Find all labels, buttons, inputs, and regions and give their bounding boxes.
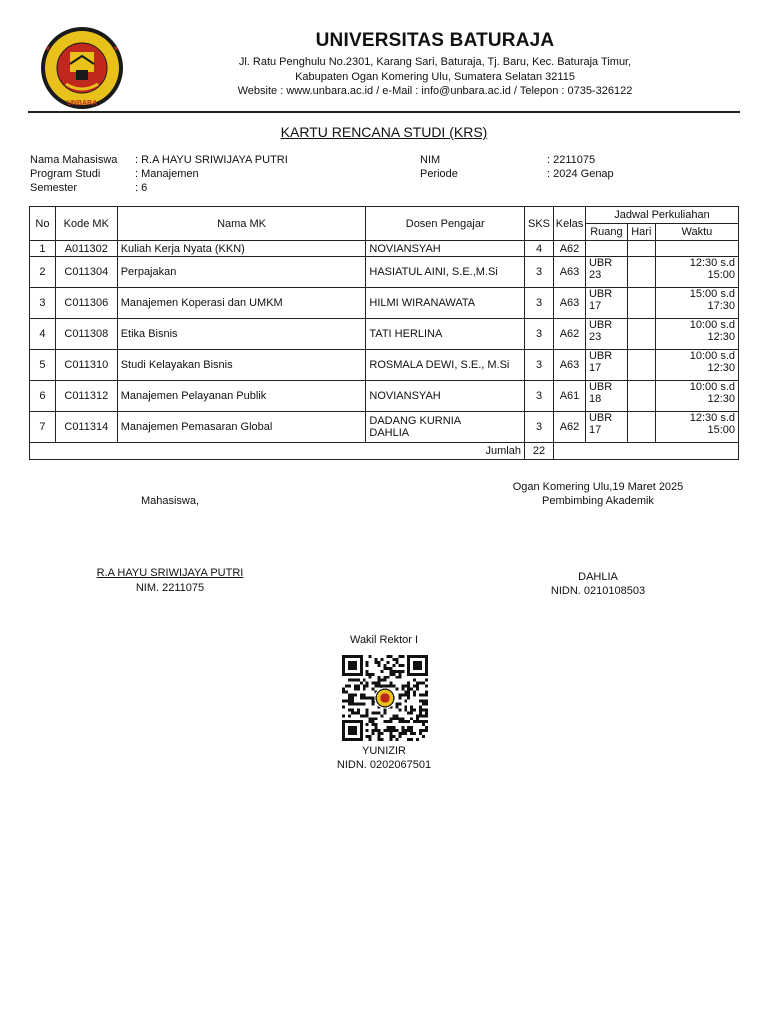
cell-ruang (585, 241, 627, 257)
room-line: UBR (588, 381, 613, 393)
header-hari: Hari (627, 224, 655, 241)
lecturer-line: NOVIANSYAH (369, 390, 441, 402)
cell-dosen (366, 257, 525, 288)
cell-kelas: A63 (554, 350, 586, 381)
table-row (30, 288, 739, 319)
cell-kode: C011314 (55, 412, 117, 443)
nim-label: NIM (420, 154, 441, 166)
cell-ruang (585, 257, 627, 288)
cell-no: 7 (30, 412, 56, 443)
room-line: 23 (588, 269, 602, 281)
time-line: 12:30 (707, 362, 735, 374)
cell-nama: Perpajakan (117, 257, 366, 288)
cell-dosen (366, 381, 525, 412)
cell-ruang (585, 350, 627, 381)
cell-hari (627, 257, 655, 288)
lecturer-line: ROSMALA DEWI, S.E., M.Si (369, 359, 510, 371)
cell-hari (627, 412, 655, 443)
cell-waktu (655, 381, 738, 412)
cell-waktu (655, 350, 738, 381)
cell-no: 5 (30, 350, 56, 381)
cell-nama: Kuliah Kerja Nyata (KKN) (117, 241, 366, 257)
cell-hari (627, 319, 655, 350)
cell-kelas: A62 (554, 412, 586, 443)
table-row (30, 350, 739, 381)
table-row (30, 319, 739, 350)
program-value: : Manajemen (135, 168, 199, 180)
cell-kode: C011306 (55, 288, 117, 319)
cell-no: 2 (30, 257, 56, 288)
nim-value: : 2211075 (547, 154, 596, 166)
cell-dosen (366, 241, 525, 257)
cell-sks: 3 (525, 257, 554, 288)
semester-value: : 6 (135, 182, 148, 194)
cell-hari (627, 241, 655, 257)
room-line: UBR (588, 257, 613, 269)
cell-sks: 3 (525, 288, 554, 319)
room-line: 17 (588, 362, 602, 374)
header-ruang: Ruang (585, 224, 627, 241)
cell-hari (627, 288, 655, 319)
student-sign-title: Mahasiswa, (140, 495, 200, 507)
cell-no: 4 (30, 319, 56, 350)
room-line: UBR (588, 412, 613, 424)
cell-ruang (585, 412, 627, 443)
logo-text: UNBARA (66, 100, 98, 107)
cell-waktu (655, 288, 738, 319)
total-label: Jumlah (30, 443, 525, 460)
table-row (30, 241, 739, 257)
header-divider (28, 111, 740, 113)
table-row (30, 257, 739, 288)
student-sign-name: R.A HAYU SRIWIJAYA PUTRI (96, 567, 244, 579)
qr-code (342, 655, 428, 741)
room-line: 23 (588, 331, 602, 343)
time-line: 12:30 (707, 393, 735, 405)
vice-rector-title: Wakil Rektor I (349, 634, 419, 646)
cell-kode: C011312 (55, 381, 117, 412)
header-no: No (30, 207, 56, 241)
semester-label: Semester (30, 182, 78, 194)
cell-dosen (366, 350, 525, 381)
cell-sks: 3 (525, 319, 554, 350)
lecturer-line: DAHLIA (369, 427, 410, 439)
room-line: UBR (588, 319, 613, 331)
cell-kelas: A63 (554, 257, 586, 288)
cell-waktu (655, 412, 738, 443)
table-row (30, 381, 739, 412)
header-sks: SKS (525, 207, 554, 241)
time-line: 12:30 s.d (689, 412, 735, 424)
cell-ruang (585, 288, 627, 319)
document-title: KARTU RENCANA STUDI (KRS) (280, 124, 488, 140)
cell-nama: Manajemen Koperasi dan UMKM (117, 288, 366, 319)
time-line: 15:00 s.d (689, 288, 735, 300)
cell-sks: 4 (525, 241, 554, 257)
cell-nama: Manajemen Pemasaran Global (117, 412, 366, 443)
university-logo (36, 26, 128, 110)
address-line-1: Jl. Ratu Penghulu No.2301, Karang Sari, Baturaja, Tj. Baru, Kec. Baturaja Timur, (238, 56, 632, 68)
room-line: 17 (588, 424, 602, 436)
cell-kode: C011304 (55, 257, 117, 288)
cell-waktu (655, 241, 738, 257)
cell-nama: Manajemen Pelayanan Publik (117, 381, 366, 412)
cell-waktu (655, 319, 738, 350)
student-sign-nim: NIM. 2211075 (135, 582, 205, 594)
time-line: 15:00 (707, 424, 735, 436)
name-label: Nama Mahasiswa (30, 154, 118, 166)
cell-no: 3 (30, 288, 56, 319)
cell-kelas: A63 (554, 288, 586, 319)
cell-dosen (366, 319, 525, 350)
room-line: UBR (588, 288, 613, 300)
room-line: UBR (588, 350, 613, 362)
cell-hari (627, 381, 655, 412)
university-name: UNIVERSITAS BATURAJA (315, 30, 555, 51)
table-row (30, 412, 739, 443)
cell-no: 1 (30, 241, 56, 257)
cell-no: 6 (30, 381, 56, 412)
cell-dosen (366, 412, 525, 443)
room-line: 18 (588, 393, 602, 405)
address-line-2: Kabupaten Ogan Komering Ulu, Sumatera Selatan 32115 (295, 71, 575, 83)
period-label: Periode (420, 168, 458, 180)
header-kelas: Kelas (554, 207, 586, 241)
place-date: Ogan Komering Ulu,19 Maret 2025 (512, 481, 684, 493)
lecturer-line: TATI HERLINA (369, 328, 443, 340)
time-line: 12:30 (707, 331, 735, 343)
cell-kode: A011302 (55, 241, 117, 257)
cell-nama: Studi Kelayakan Bisnis (117, 350, 366, 381)
cell-kelas: A61 (554, 381, 586, 412)
time-line: 12:30 s.d (689, 257, 735, 269)
header-waktu: Waktu (655, 224, 738, 241)
contact-line: Website : www.unbara.ac.id / e-Mail : info@unbara.ac.id / Telepon : 0735-326122 (237, 85, 633, 97)
name-value: : R.A HAYU SRIWIJAYA PUTRI (135, 154, 288, 166)
krs-table (29, 206, 739, 460)
room-line: 17 (588, 300, 602, 312)
header-dosen: Dosen Pengajar (366, 207, 525, 241)
cell-waktu (655, 257, 738, 288)
advisor-name: DAHLIA (578, 571, 618, 583)
cell-sks: 3 (525, 350, 554, 381)
cell-kode: C011310 (55, 350, 117, 381)
advisor-nidn: NIDN. 0210108503 (550, 585, 646, 597)
cell-sks: 3 (525, 412, 554, 443)
time-line: 15:00 (707, 269, 735, 281)
header-kode: Kode MK (55, 207, 117, 241)
cell-ruang (585, 381, 627, 412)
time-line: 10:00 s.d (689, 319, 735, 331)
total-value: 22 (525, 443, 554, 460)
cell-dosen (366, 288, 525, 319)
cell-ruang (585, 319, 627, 350)
cell-sks: 3 (525, 381, 554, 412)
lecturer-line: DADANG KURNIA (369, 415, 462, 427)
time-line: 17:30 (707, 300, 735, 312)
lecturer-line: HASIATUL AINI, S.E.,M.Si (369, 266, 498, 278)
student-info-right (420, 153, 614, 181)
vice-rector-name: YUNIZIR (362, 745, 406, 757)
cell-kelas: A62 (554, 241, 586, 257)
program-label: Program Studi (30, 168, 101, 180)
cell-kelas: A62 (554, 319, 586, 350)
cell-hari (627, 350, 655, 381)
vice-rector-nidn: NIDN. 0202067501 (336, 759, 432, 771)
lecturer-line: HILMI WIRANAWATA (369, 297, 476, 309)
header-jadwal: Jadwal Perkuliahan (585, 207, 738, 224)
header-nama: Nama MK (117, 207, 366, 241)
cell-nama: Etika Bisnis (117, 319, 366, 350)
lecturer-line: NOVIANSYAH (369, 242, 441, 255)
time-line: 10:00 s.d (689, 350, 735, 362)
cell-kode: C011308 (55, 319, 117, 350)
advisor-title: Pembimbing Akademik (542, 495, 654, 507)
student-info-left (30, 153, 288, 195)
time-line: 10:00 s.d (689, 381, 735, 393)
period-value: : 2024 Genap (547, 168, 614, 180)
